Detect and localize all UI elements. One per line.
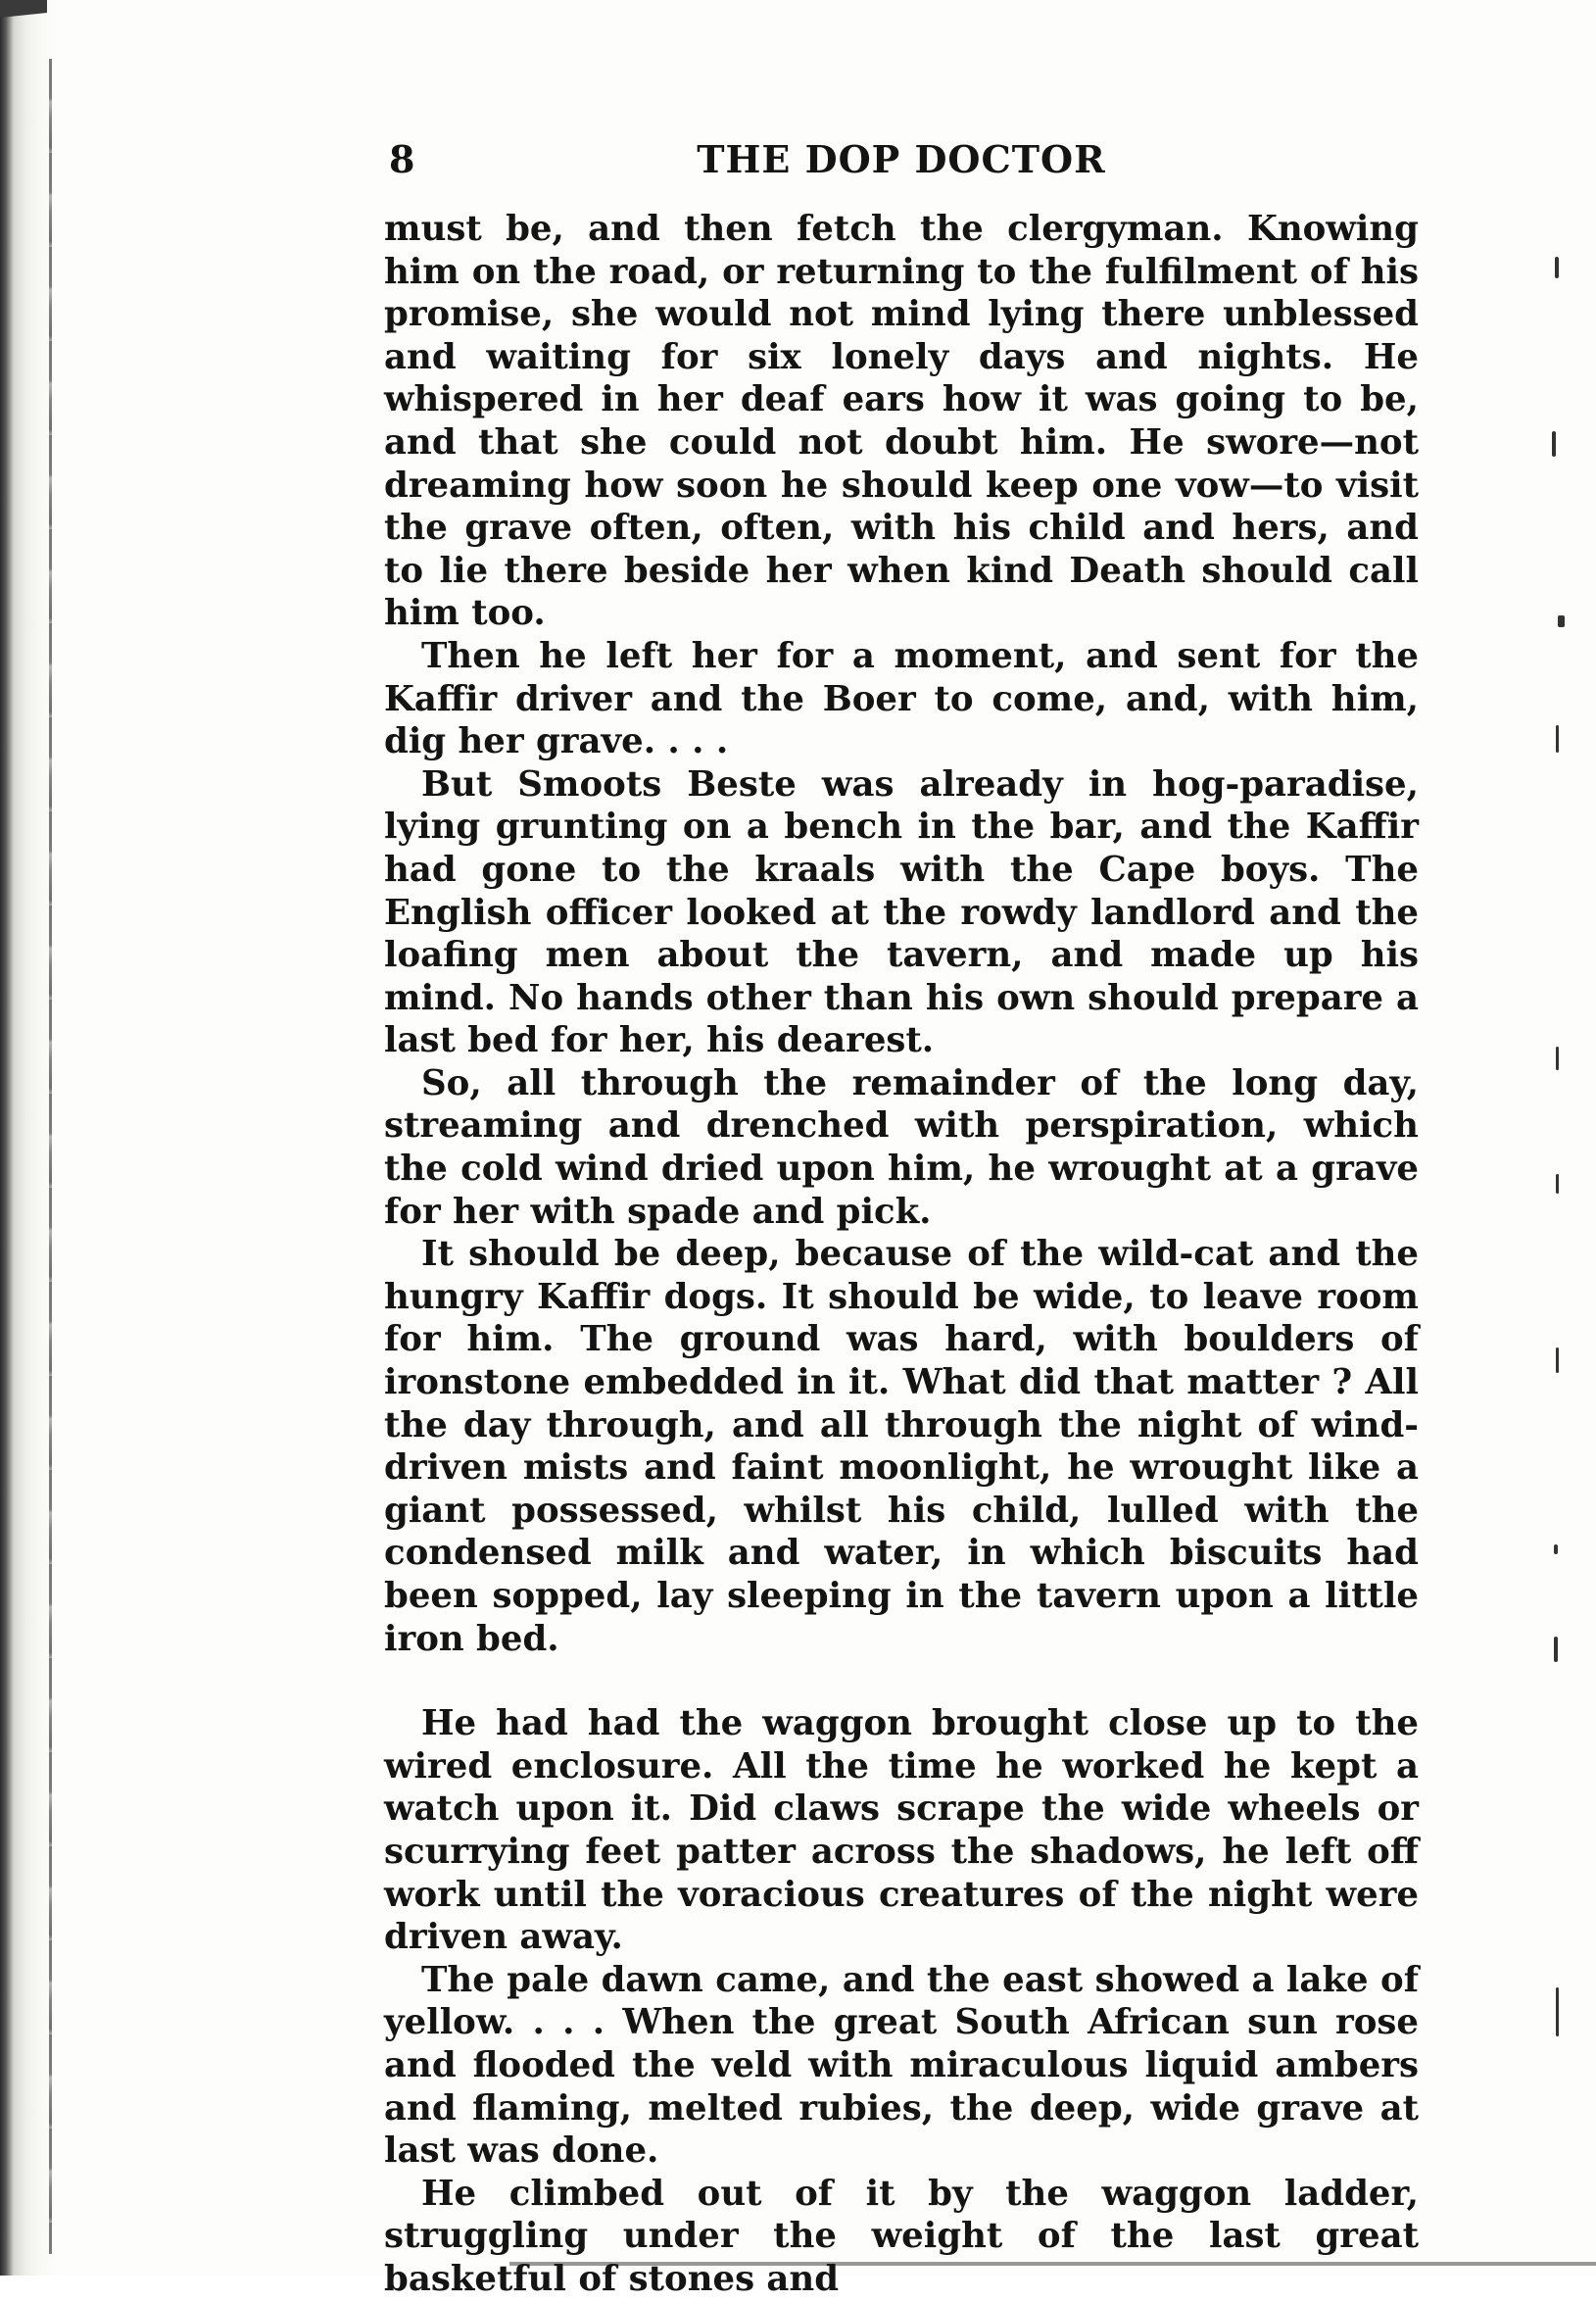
section-break [384, 1660, 1419, 1702]
margin-speck [1554, 1637, 1558, 1662]
paragraph: He had had the waggon brought close up to the wired enclosure. All the time he worked he kept a watch upon it. Did claws scrape the wide wheels or scurrying feet patter across the shadows, he left off work until the voracious creatures of the night were driven away. [384, 1703, 1419, 1958]
paragraph: So, all through the remainder of the long day, streaming and drenched with perspiration, which the cold wind dried upon him, he wrought at a grave for her with spade and pick. [384, 1062, 1419, 1232]
running-title: THE DOP DOCTOR [697, 137, 1106, 181]
margin-speck [1558, 615, 1565, 627]
paragraph: Then he left her for a moment, and sent for the Kaffir driver and the Boer to come, and, with him, dig her grave. . . . [384, 635, 1419, 762]
margin-speck [1554, 1544, 1558, 1554]
margin-speck [1556, 1174, 1559, 1194]
body-text [384, 208, 1419, 2301]
paragraph: must be, and then fetch the clergyman. Knowing him on the road, or returning to the fulfilment of his promise, she would not mind lying there unblessed and waiting for six lonely days and nights. He whispered in her deaf ears how it was going to be, and that she could not doubt him. He swore—not dreaming how soon he should keep one vow—to visit the grave often, often, with his child and hers, and to lie there beside her when kind Death should call him too. [384, 209, 1419, 634]
margin-speck [1556, 725, 1559, 753]
margin-speck [1552, 431, 1556, 457]
paragraph: He climbed out of it by the waggon ladder, struggling under the weight of the last great basketful of stones and [384, 2173, 1419, 2299]
running-head [389, 137, 1414, 186]
margin-speck [1556, 1987, 1559, 2036]
binding-shadow-line [49, 59, 52, 2254]
paragraph: But Smoots Beste was already in hog-paradise, lying grunting on a bench in the bar, and the Kaffir had gone to the kraals with the Cape boys. The English officer looked at the rowdy landlord and the loafing men about the tavern, and made up his mind. No hands other than his own should prepare a last bed for her, his dearest. [384, 763, 1419, 1061]
margin-speck [1556, 1347, 1559, 1373]
paragraph: The pale dawn came, and the east showed a lake of yellow. . . . When the great South African sun rose and flooded the veld with miraculous liquid ambers and flaming, melted rubies, the deep, wide grave at last was done. [384, 1959, 1419, 2172]
margin-speck [1556, 1047, 1559, 1070]
paragraph: It should be deep, because of the wild-cat and the hungry Kaffir dogs. It should be wide, to leave room for him. The ground was hard, with boulders of ironstone embedded in it. What did that matter ? All the day through, and all through the night of wind-driven mists and faint moonlight, he wrought like a giant possessed, whilst his child, lulled with the condensed milk and water, in which biscuits had been sopped, lay sleeping in the tavern upon a little iron bed. [384, 1234, 1419, 1659]
page-number: 8 [389, 137, 416, 181]
margin-speck [1555, 257, 1559, 278]
